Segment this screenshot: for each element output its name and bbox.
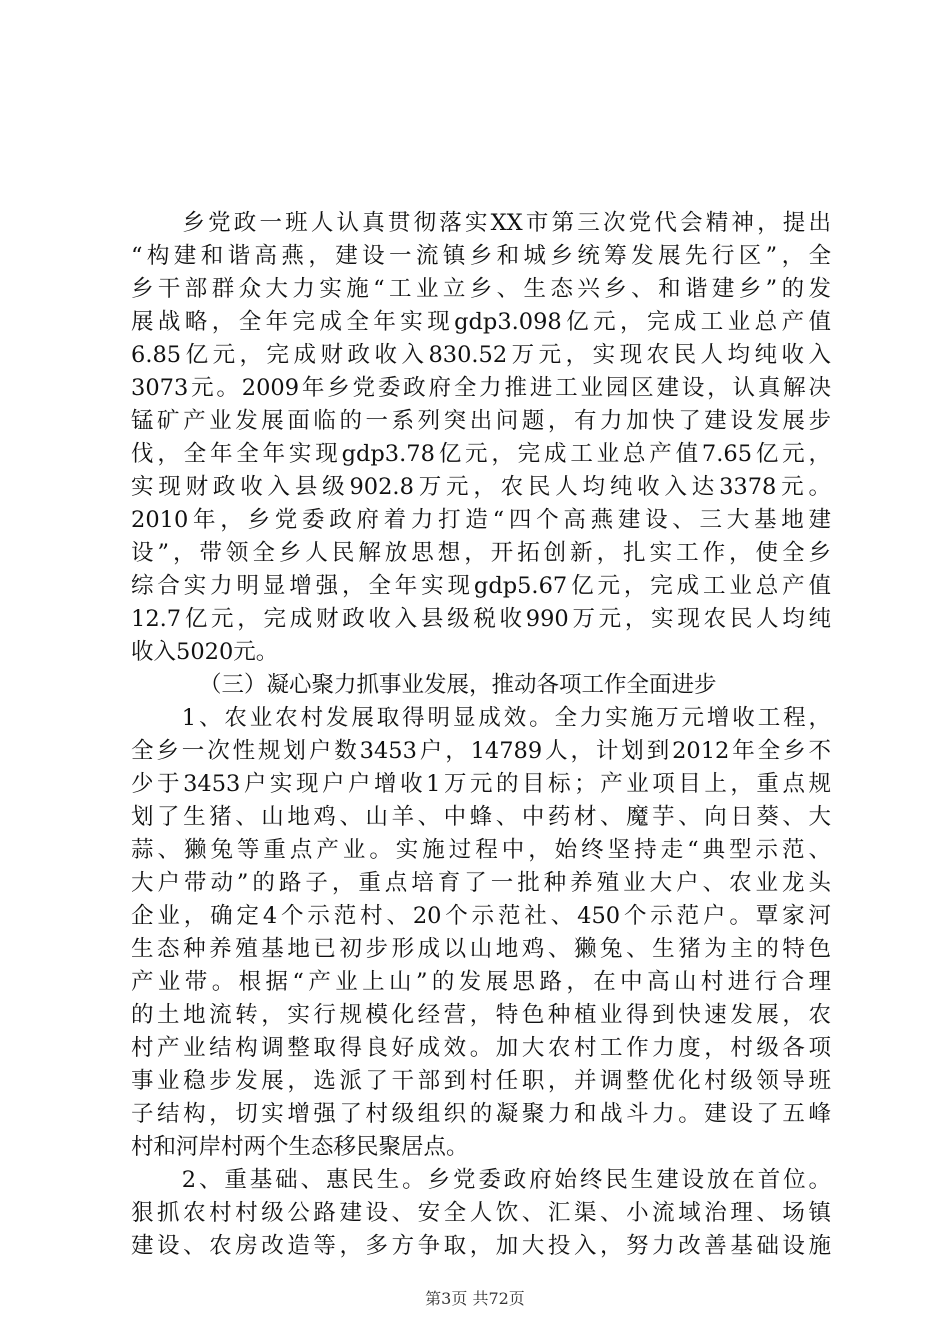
text-line: 2010年，乡党委政府着力打造“四个高燕建设、三大基地建: [131, 507, 831, 533]
text-line: 狠抓农村村级公路建设、安全人饮、汇渠、小流域治理、场镇: [131, 1200, 831, 1226]
text-line: 全乡一次性规划户数3453户，14789人，计划到2012年全乡不: [131, 738, 831, 764]
text-line: 的土地流转，实行规模化经营，特色种植业得到快速发展，农: [131, 1002, 831, 1028]
text-line: 事业稳步发展，选派了干部到村任职，并调整优化村级领导班: [131, 1068, 831, 1094]
text-line: 设”，带领全乡人民解放思想，开拓创新，扎实工作，使全乡: [131, 540, 831, 566]
text-line: 1、农业农村发展取得明显成效。全力实施万元增收工程，: [131, 705, 831, 731]
text-line: 锰矿产业发展面临的一系列突出问题，有力加快了建设发展步: [131, 408, 831, 434]
text-line: 综合实力明显增强，全年实现gdp5.67亿元，完成工业总产值: [131, 573, 831, 599]
text-line: 蒜、獭兔等重点产业。实施过程中，始终坚持走“典型示范、: [131, 837, 831, 863]
section-heading: （三）凝心聚力抓事业发展，推动各项工作全面进步: [199, 672, 717, 698]
text-line: 2、重基础、惠民生。乡党委政府始终民生建设放在首位。: [131, 1167, 831, 1193]
text-line: “构建和谐高燕，建设一流镇乡和城乡统筹发展先行区”，全: [131, 243, 831, 269]
text-line: 展战略，全年完成全年实现gdp3.098亿元，完成工业总产值: [131, 309, 831, 335]
text-line: 实现财政收入县级902.8万元，农民人均纯收入达3378元。: [131, 474, 831, 500]
page-number-footer: 第3页 共72页: [425, 1289, 525, 1308]
text-line: 村和河岸村两个生态移民聚居点。: [131, 1134, 469, 1160]
text-line: 企业，确定4个示范村、20个示范社、450个示范户。覃家河: [131, 903, 831, 929]
text-line: 6.85亿元，完成财政收入830.52万元，实现农民人均纯收入: [131, 342, 831, 368]
text-line: 村产业结构调整取得良好成效。加大农村工作力度，村级各项: [131, 1035, 831, 1061]
text-line: 子结构，切实增强了村级组织的凝聚力和战斗力。建设了五峰: [131, 1101, 831, 1127]
text-line: 划了生猪、山地鸡、山羊、中蜂、中药材、魔芋、向日葵、大: [131, 804, 831, 830]
text-line: 伐，全年全年实现gdp3.78亿元，完成工业总产值7.65亿元，: [131, 441, 831, 467]
text-line: 建设、农房改造等，多方争取，加大投入，努力改善基础设施: [131, 1233, 831, 1259]
text-line: 乡党政一班人认真贯彻落实XX市第三次党代会精神，提出: [131, 210, 831, 236]
text-line: 产业带。根据“产业上山”的发展思路，在中高山村进行合理: [131, 969, 831, 995]
text-line: 收入5020元。: [131, 639, 279, 665]
text-line: 3073元。2009年乡党委政府全力推进工业园区建设，认真解决: [131, 375, 831, 401]
text-line: 少于3453户实现户户增收1万元的目标；产业项目上，重点规: [131, 771, 831, 797]
text-line: 生态种养殖基地已初步形成以山地鸡、獭兔、生猪为主的特色: [131, 936, 831, 962]
text-line: 大户带动”的路子，重点培育了一批种养殖业大户、农业龙头: [131, 870, 831, 896]
text-line: 乡干部群众大力实施“工业立乡、生态兴乡、和谐建乡”的发: [131, 276, 831, 302]
text-line: 12.7亿元，完成财政收入县级税收990万元，实现农民人均纯: [131, 606, 831, 632]
